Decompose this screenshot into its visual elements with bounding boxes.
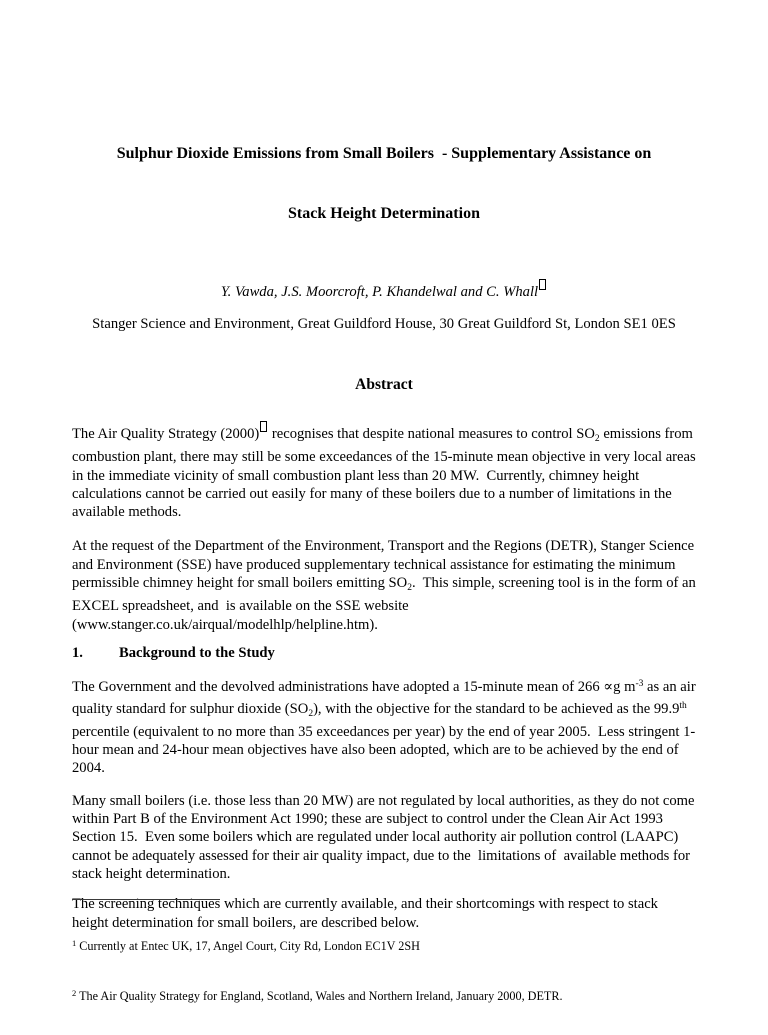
paper-title — [72, 104, 696, 264]
footnote-2 — [72, 986, 696, 1005]
text-run: . This simple, screening tool is in the form of an EXCEL spreadsheet, and is available on the SSE website (www.stanger.co.uk/airqual/modelhlp/helpline.htm). — [72, 575, 700, 633]
footnote-marker-box — [260, 421, 267, 432]
inline-sub: 2 — [594, 434, 600, 444]
footnote-marker-box — [539, 279, 546, 290]
text-run: ), with the objective for the standard to be achieved as the 99.9 — [313, 700, 680, 717]
text-run: At the request of the Department of the Environment, Transport and the Regions (DETR), Stanger Science and Environment (SSE) have produced supplementary technical assistance for estimating the minimum permissible chimney height for small boilers emitting SO — [72, 538, 698, 592]
inline-sup: -3 — [635, 679, 644, 690]
footnote-1-text: Currently at Entec UK, 17, Angel Court, City Rd, London EC1V 2SH — [76, 939, 420, 953]
footnote-2-text: The Air Quality Strategy for England, Scotland, Wales and Northern Ireland, January 2000, DETR. — [76, 988, 563, 1003]
inline-sub: 2 — [308, 708, 314, 719]
text-run: emissions from combustion plant, there may still be some exceedances of the 15-minute mean objective in very local areas in the immediate vicinity of small combustion plant less than 20 MW. Currently, chimney height calculations cannot be carried out easily for many of these boilers due to a number of limitations in the available methods. — [72, 426, 700, 521]
text-run: percentile (equivalent to no more than 35 exceedances per year) by the end of year 2005. Less stringent 1-hour mean and 24-hour mean objectives have also been adopted, which are to be achieved by the end of 2004. — [72, 700, 696, 777]
section-1-title: Background to the Study — [119, 644, 275, 661]
abstract-heading: Abstract — [355, 376, 413, 393]
footnote-separator-rule — [72, 899, 220, 900]
inline-sub: 2 — [407, 583, 412, 594]
abstract-paragraph-1 — [72, 421, 700, 521]
text-run: The screening techniques which are currently available, and their shortcomings with respect to stack height determination for small boilers, are described below. — [72, 896, 662, 931]
text-run: Many small boilers (i.e. those less than 20 MW) are not regulated by local authorities, as they do not come within Part B of the Environment Act 1990; these are subject to control under the Clean Air Act 1993 Section 15. Even some boilers which are regulated under local authority air pollution control (LAAPC) cannot be adequately assessed for their air quality impact, due to the limitations of available methods for stack height determination. — [72, 792, 699, 882]
paper-title-line-1: Sulphur Dioxide Emissions from Small Boilers - Supplementary Assistance on — [116, 145, 652, 162]
paper-title-line-2: Stack Height Determination — [288, 205, 480, 222]
text-run: recognises that despite national measures to control SO — [268, 426, 595, 442]
text-run: as an air quality standard for sulphur dioxide (SO — [72, 679, 700, 717]
section-1-number: 1. — [72, 644, 83, 661]
authors-line — [72, 279, 696, 301]
footnotes-block — [72, 868, 696, 1035]
text-run: The Air Quality Strategy (2000) — [72, 426, 260, 442]
section-1-paragraph-1 — [72, 675, 700, 777]
text-run: The Government and the devolved administrations have adopted a 15-minute mean of 266 ∝g m — [72, 679, 636, 696]
section-1-heading — [72, 644, 696, 662]
text-run: Y. Vawda, J.S. Moorcroft, P. Khandelwal and C. Whall — [220, 284, 539, 300]
footnote-2-marker: 2 — [72, 987, 77, 998]
affiliation-line: Stanger Science and Environment, Great Guildford House, 30 Great Guildford St, London SE1 0ES — [92, 316, 676, 332]
abstract-paragraph-2 — [72, 537, 700, 633]
footnote-1 — [72, 936, 696, 955]
footnote-1-marker: 1 — [72, 938, 77, 948]
inline-sup: th — [679, 700, 687, 711]
